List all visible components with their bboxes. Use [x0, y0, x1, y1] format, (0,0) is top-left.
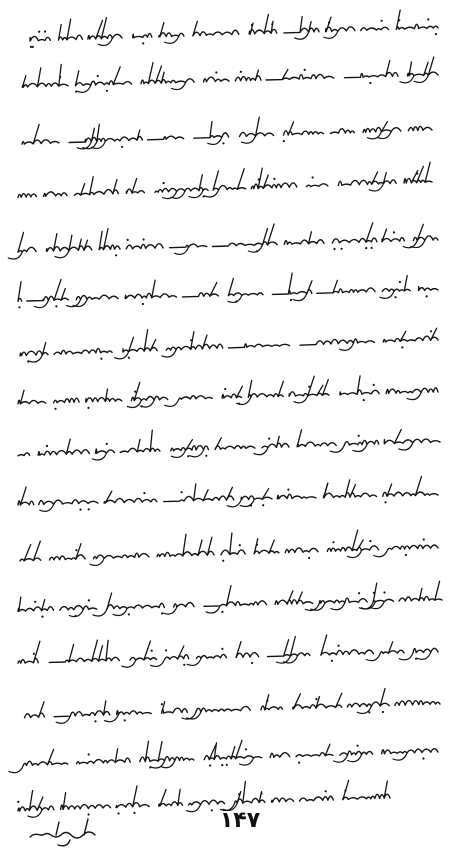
catchword-stroke: [30, 819, 95, 846]
page-number: ۱۴۷: [219, 808, 261, 833]
